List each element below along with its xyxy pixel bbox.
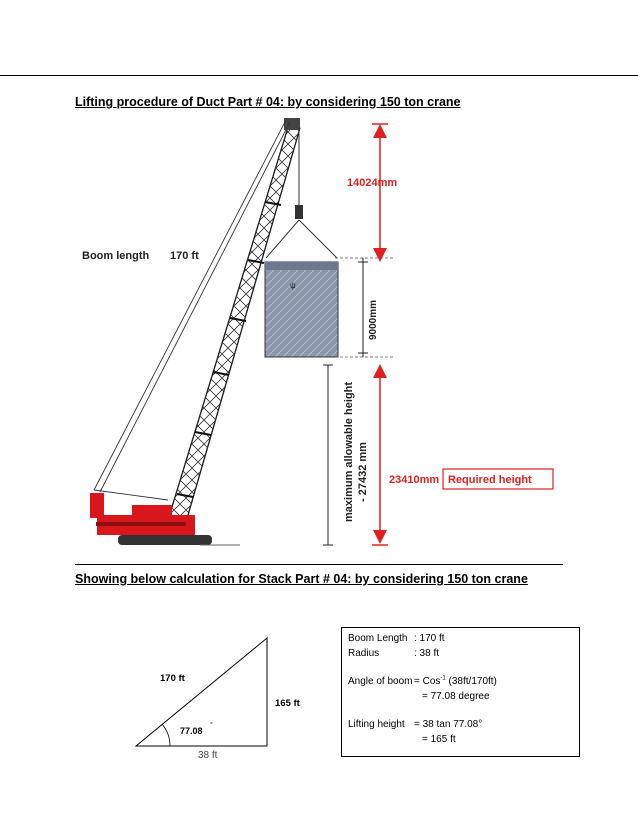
angle-unit: °: [210, 722, 213, 729]
crane-body: [90, 493, 240, 545]
calc-row-angle: [348, 676, 497, 687]
dim-top-label: 14024mm: [347, 177, 398, 189]
dim-bottom: [372, 364, 388, 545]
calc-angle-label: Angle of boom: [348, 676, 413, 687]
hypotenuse-label: 170 ft: [160, 673, 185, 684]
calc-row-boom: [348, 633, 445, 644]
heading-calculation: Showing below calculation for Stack Part # 04: by considering 150 ton crane: [75, 572, 528, 586]
heading-lifting-procedure: Lifting procedure of Duct Part # 04: by considering 150 ton crane: [75, 95, 461, 109]
calc-radius-value: : 38 ft: [414, 648, 440, 659]
calc-row-radius: [348, 648, 439, 659]
required-height-label: Required height: [448, 474, 532, 486]
base-label: 38 ft: [198, 750, 218, 760]
dim-max-height: [323, 365, 333, 545]
max-height-label: maximum allowable height: [343, 382, 355, 522]
max-height-value: - 27432 mm: [357, 442, 369, 502]
calc-angle-result: = 77.08 degree: [422, 691, 490, 702]
dim-top: [372, 124, 388, 262]
dim-load-label: 9000mm: [368, 299, 379, 340]
load-duct: [265, 262, 338, 357]
svg-text:ψ: ψ: [290, 281, 296, 290]
calc-lift-value: = 38 tan 77.08°: [414, 719, 483, 730]
section-rule: [75, 564, 563, 565]
calc-boom-label: Boom Length: [348, 633, 408, 644]
calc-lift-result: = 165 ft: [422, 734, 456, 745]
height-label: 165 ft: [275, 698, 300, 709]
angle-label: 77.08: [180, 726, 203, 736]
dim-load: [358, 258, 368, 357]
boom-length-label: Boom length: [82, 250, 150, 262]
calc-lift-label: Lifting height: [348, 719, 405, 730]
calc-angle-args: (38ft/170ft): [445, 676, 497, 687]
triangle-diagram: [130, 630, 330, 760]
boom-length-value: 170 ft: [170, 250, 199, 262]
calc-angle-sup: -1: [440, 675, 446, 682]
calc-angle-prefix: = Cos: [414, 676, 441, 687]
dim-bottom-label: 23410mm: [389, 474, 440, 486]
calculation-box: [341, 627, 580, 757]
calc-boom-value: : 170 ft: [414, 633, 445, 644]
calc-row-lift: [348, 719, 482, 730]
angle-arc: [162, 724, 170, 746]
calc-radius-label: Radius: [348, 648, 380, 659]
